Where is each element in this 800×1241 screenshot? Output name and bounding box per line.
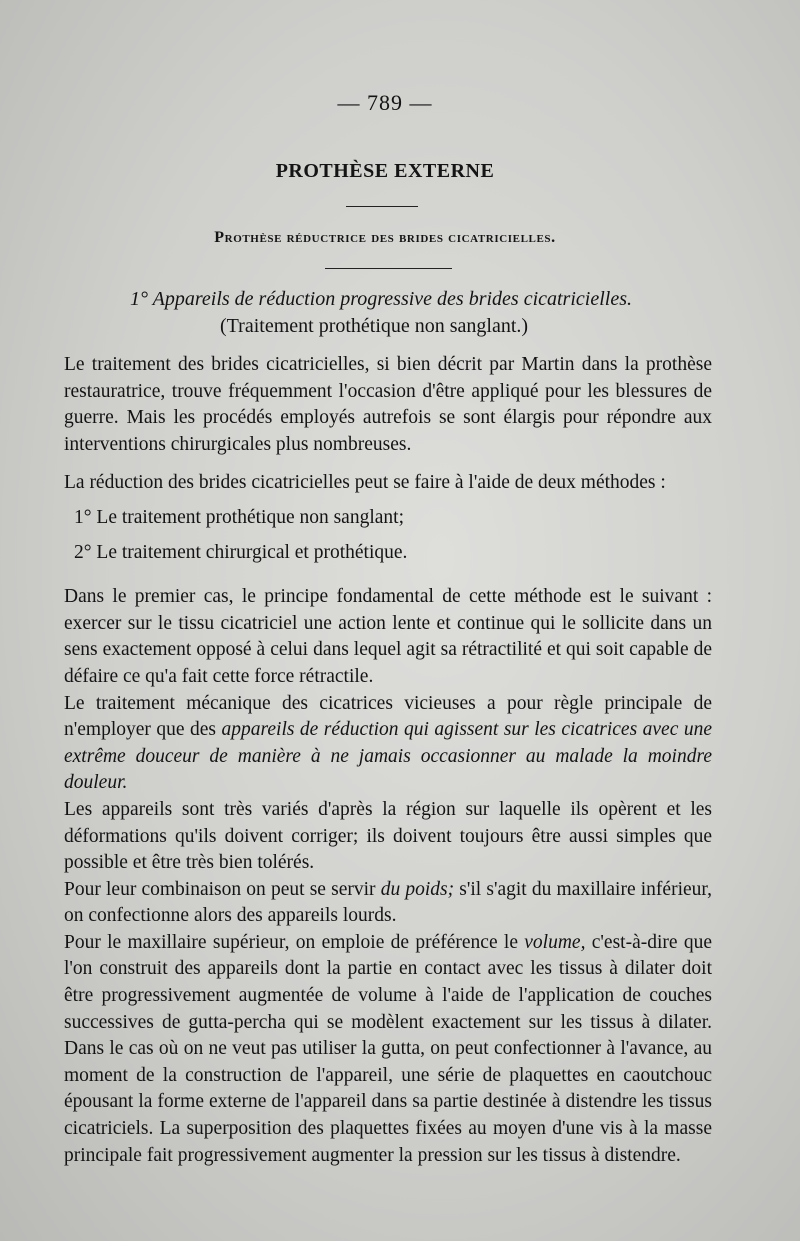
paragraph-4	[64, 691, 712, 797]
paragraph-7	[64, 930, 712, 1169]
paragraph-6-text: Pour leur combinaison on peut se servir	[64, 878, 381, 900]
body-text	[64, 352, 712, 1169]
paragraph-4-text: Le traitement mécanique des cicatrices vicieuses a pour règle principale de n'employer que des	[64, 692, 712, 741]
paragraph-6-emphasis: du poids;	[380, 878, 455, 900]
paragraph-5: Les appareils sont très variés d'après la région sur laquelle ils opèrent et les déformations qu'ils doivent corriger; ils doivent toujours être aussi simples que possible et être très bien tolérés.	[64, 798, 712, 874]
paragraph-2: La réduction des brides cicatricielles peut se faire à l'aide de deux méthodes :	[64, 472, 666, 494]
paragraph-7-end: c'est-à-dire que l'on construit des appareils dont la partie en contact avec les tissus à dilater doit être progressivement augmentée de volume à l'aide de l'application de couches successives de gutta-percha qui se modèlent exactement sur les tissus à dilater. Dans le cas où on ne veut pas utiliser la gutta, on peut confectionner à l'avance, au moment de la construction de l'appareil, une série de plaquettes en caoutchouc épousant la forme externe de l'appareil dans sa partie destinée à distendre les tissus cicatriciels. La superposition des plaquettes fixées au moyen d'une vis à la masse principale fait progressivement augmenter la pression sur les tissus à distendre.	[64, 931, 712, 1166]
title-rule	[346, 206, 418, 207]
method-item-2: 2° Le traitement chirurgical et prothétique.	[74, 541, 408, 563]
paragraph-7-text: Pour le maxillaire supérieur, on emploie de préférence le	[64, 931, 525, 953]
method-item-1: 1° Le traitement prothétique non sanglant;	[74, 506, 404, 528]
subtitle-rule	[325, 268, 452, 269]
paragraph-6-end: s'il s'agit du maxillaire inférieur, on confectionne alors des appareils lourds.	[64, 878, 712, 927]
section-subtitle	[0, 229, 770, 247]
page-number: — 789 —	[337, 90, 433, 115]
paragraph-7-emphasis: volume,	[524, 931, 586, 953]
section-subtitle-text: Prothèse réductrice des brides cicatricielles.	[214, 229, 556, 246]
section-heading: 1° Appareils de réduction progressive des brides cicatricielles.	[130, 288, 632, 310]
paragraph-6	[64, 877, 712, 930]
paragraph-1: Le traitement des brides cicatricielles, si bien décrit par Martin dans la prothèse restauratrice, trouve fréquemment l'occasion d'être appliqué pour les blessures de guerre. Mais les procédés employés autrefois se sont élargis pour répondre aux interventions chirurgicales plus nombreuses.	[64, 354, 712, 455]
chapter-title: PROTHÈSE EXTERNE	[275, 160, 495, 182]
section-heading-sub: (Traitement prothétique non sanglant.)	[220, 315, 529, 337]
paragraph-3: Dans le premier cas, le principe fondamental de cette méthode est le suivant : exercer sur le tissu cicatriciel une action lente et continue qui le sollicite dans un sens exactement opposé à celui dans lequel agit sa rétractilité et qui soit capable de défaire ce qu'a fait cette force rétractile.	[64, 586, 712, 687]
paragraph-4-emphasis: appareils de réduction qui agissent sur les cicatrices avec une extrême douceur de manière à ne jamais occasionner au malade la moindre douleur.	[64, 719, 712, 794]
